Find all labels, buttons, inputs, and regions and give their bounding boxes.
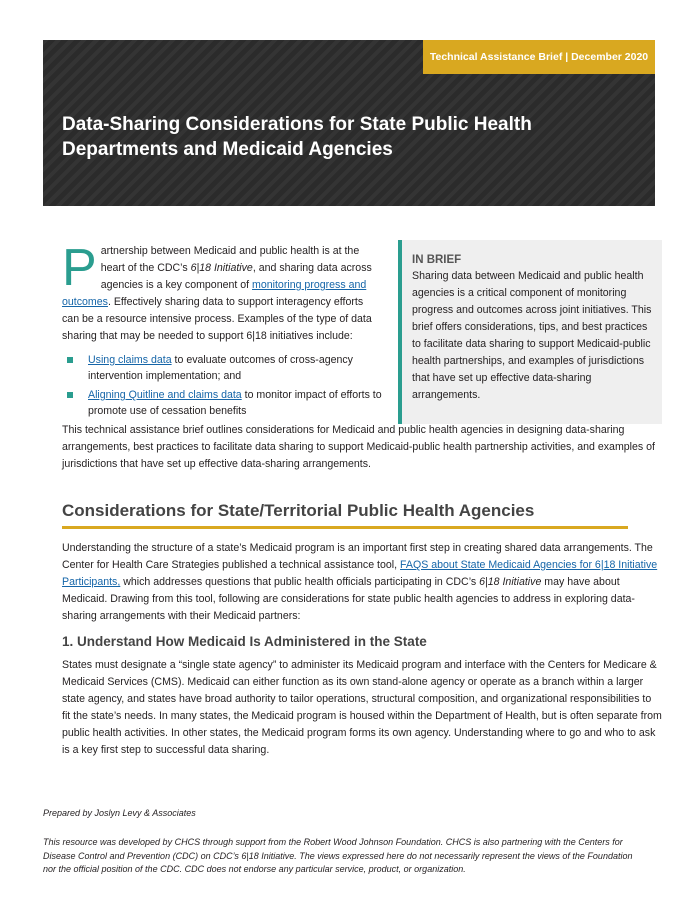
section-text-c: may have about Medicaid. Drawing from this tool, following are considerations for state public health agencies to address in exploring data-sharing arrangements with their Medicaid partners: <box>62 576 635 622</box>
initiative-name: 6|18 Initiative <box>190 262 253 274</box>
subsection-heading: 1. Understand How Medicaid Is Administered in the State <box>62 634 427 649</box>
list-item <box>62 387 382 419</box>
intro-paragraph <box>62 239 382 345</box>
title-banner <box>43 40 655 206</box>
in-brief-body: Sharing data between Medicaid and public health agencies is a critical component of monitoring progress and outcomes across joint initiatives. This brief offers considerations, tips, and best practices to facilitate data sharing to support Medicaid-public health partnerships, and examples of jurisdictions that have set up effective data-sharing arrangements. <box>412 270 652 401</box>
list-item-text: to monitor impact of efforts to promote use of cessation benefits <box>88 389 382 417</box>
initiative-name: 6|18 Initiative <box>479 576 542 588</box>
outline-paragraph: This technical assistance brief outlines considerations for Medicaid and public health agencies in designing data-sharing arrangements, best practices to facilitate data sharing to support Medicaid-public health partnership activities, and examples of jurisdictions that have set up effective data-sharing arrangements. <box>62 424 655 470</box>
section-text-b: which addresses questions that public health officials participating in CDC’s <box>120 576 480 588</box>
footer-disclaimer: This resource was developed by CHCS through support from the Robert Wood Johnson Foundation. CHCS is also partnering with the Centers for Disease Control and Prevention (CDC) on CDC’s 6|18 Initiative. The views expressed here do not necessarily represent the views of the Foundation nor the official position of the CDC. CDC does not endorse any particular service, product, or organization. <box>43 837 633 874</box>
faqs-medicaid-link[interactable]: FAQS about State Medicaid Agencies for 6|18 Initiative Participants, <box>62 559 658 588</box>
list-item <box>62 352 382 384</box>
section-paragraph <box>62 540 662 625</box>
in-brief-sidebar <box>398 240 662 424</box>
brief-date-tag: Technical Assistance Brief | December 2020 <box>423 40 655 74</box>
square-bullet-icon <box>67 357 73 363</box>
intro-text-3: . Effectively sharing data to support interagency efforts can be a resource intensive process. Examples of the type of data sharing that may be needed to support 6|18 initiatives include: <box>62 296 372 342</box>
square-bullet-icon <box>67 392 73 398</box>
examples-list <box>62 352 382 422</box>
drop-cap: P <box>62 239 97 297</box>
using-claims-data-link[interactable]: Using claims data <box>88 354 172 366</box>
section-heading: Considerations for State/Territorial Public Health Agencies <box>62 501 628 529</box>
medicaid-admin-paragraph: States must designate a “single state agency” to administer its Medicaid program and interface with the Centers for Medicare & Medicaid Services (CMS). Medicaid can either function as its own stand-alone agency or operate as a branch within a larger state agency, and states have broad authority to tailor operations, structural composition, and organizational responsibilities to fit the state’s needs. In many states, the Medicaid program is housed within the Department of Health, but is often separate from public health activities. In other states, the Medicaid program forms its own agency. Understanding where to go and who to ask is a key first step to successful data sharing. <box>62 659 662 756</box>
monitoring-progress-link[interactable]: monitoring progress and outcomes <box>62 279 367 308</box>
intro-text-1: artnership between Medicaid and public health is at the heart of the CDC’s <box>100 245 360 274</box>
list-item-text: to evaluate outcomes of cross-agency intervention implementation; and <box>88 354 353 382</box>
in-brief-heading: IN BRIEF <box>412 254 462 266</box>
page-title: Data-Sharing Considerations for State Public Health Departments and Medicaid Agencies <box>62 114 532 160</box>
aligning-quitline-link[interactable]: Aligning Quitline and claims data <box>88 389 242 401</box>
prepared-by: Prepared by Joslyn Levy & Associates <box>43 808 196 818</box>
section-text-a: Understanding the structure of a state’s Medicaid program is an important first step in creating shared data arrangements. The Center for Health Care Strategies published a technical assistance tool, <box>62 542 653 571</box>
intro-text-2: , and sharing data across agencies is a key component of <box>100 262 372 291</box>
